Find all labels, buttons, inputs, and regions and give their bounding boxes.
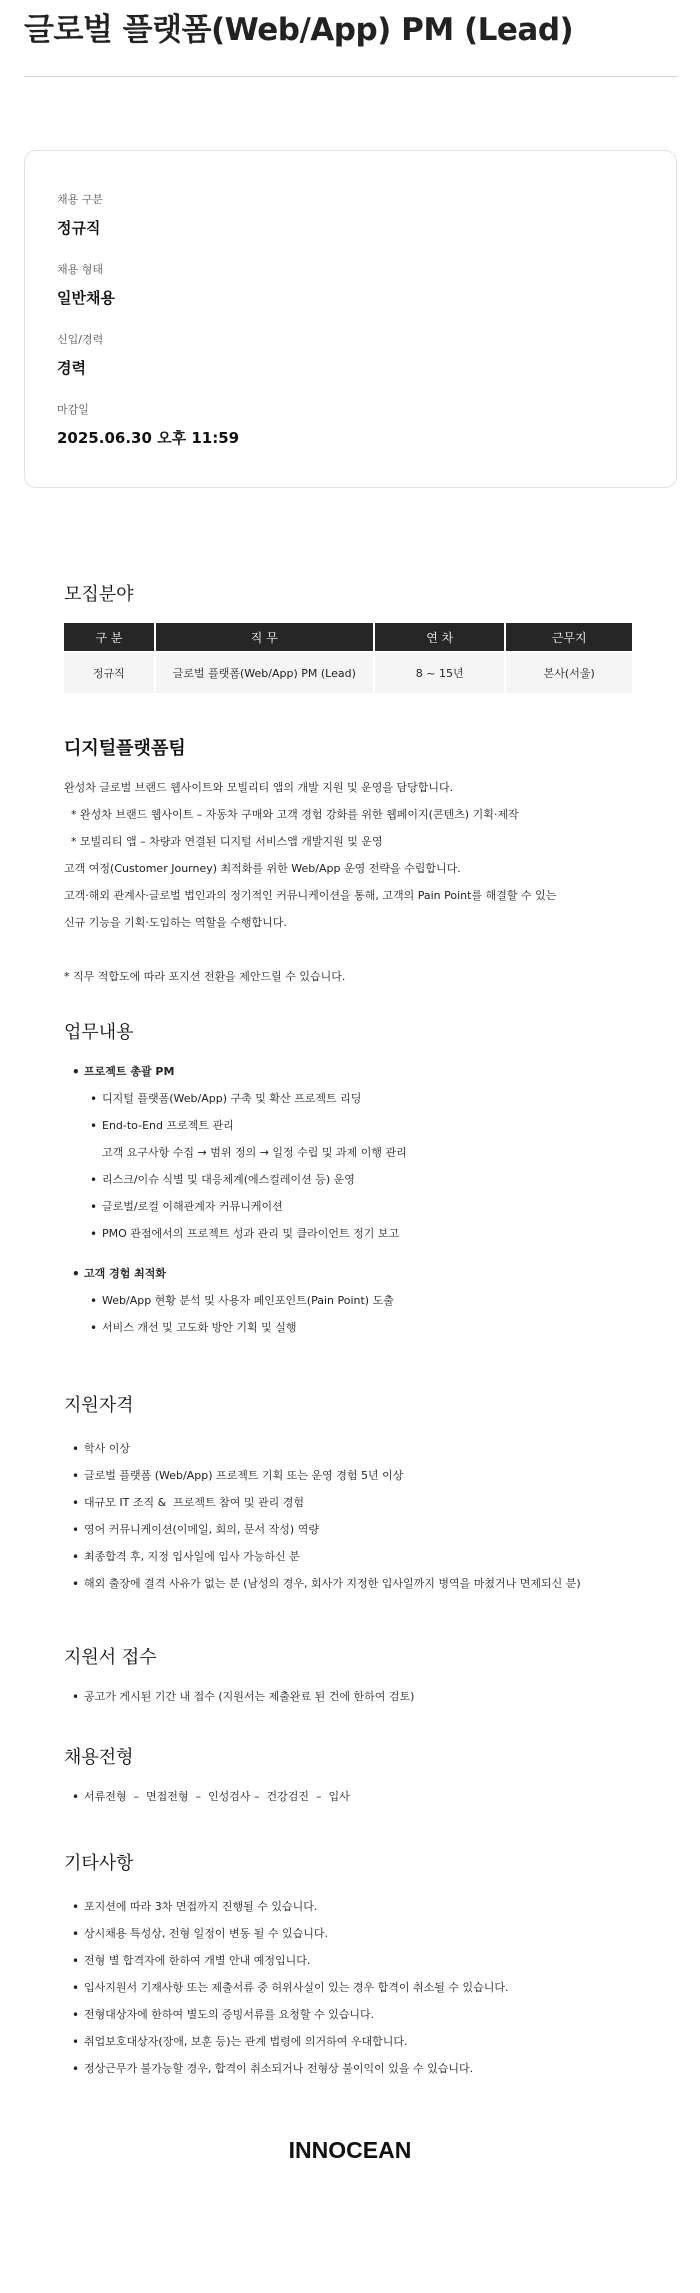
summary-value: 경력 <box>57 359 86 377</box>
section-title-team: 디지털플랫폼팀 <box>64 738 186 759</box>
table-cell: 정규직 <box>64 651 154 693</box>
table-row <box>64 651 632 693</box>
summary-value: 정규직 <box>57 219 101 237</box>
team-description-line: * 완성차 브랜드 웹사이트 – 자동차 구매와 고객 경험 강화를 위한 웹페이지(콘텐츠) 기획·제작 <box>64 808 519 821</box>
team-description-line: 고객 여정(Customer Journey) 최적화를 위한 Web/App 운영 전략을 수립합니다. <box>64 862 461 875</box>
list-item: • 고객 경험 최적화 <box>64 1265 664 1292</box>
list-item-continuation: 고객 요구사항 수집 → 범위 정의 → 일정 수립 및 과제 이행 관리 <box>102 1146 407 1159</box>
table-cell: 8 ~ 15년 <box>375 651 505 693</box>
summary-label: 신입/경력 <box>57 333 104 346</box>
list-item: • 최종합격 후, 지정 입사일에 입사 가능하신 분 <box>64 1548 664 1575</box>
list-item: • 취업보호대상자(장애, 보훈 등)는 관계 법령에 의거하여 우대합니다. <box>64 2033 664 2060</box>
team-description-line: * 모빌리티 앱 – 차량과 연결된 디지털 서비스앱 개발지원 및 운영 <box>64 835 383 848</box>
list-item: • 디지털 플랫폼(Web/App) 구축 및 확산 프로젝트 리딩 <box>64 1090 664 1117</box>
list-item: • 서류전형 – 면접전형 – 인성검사 – 건강검진 – 입사 <box>64 1788 664 1815</box>
section-title-etc: 기타사항 <box>64 1853 134 1874</box>
list-item: • 전형대상자에 한하여 별도의 증빙서류를 요청할 수 있습니다. <box>64 2006 664 2033</box>
list-item: • 리스크/이슈 식별 및 대응체계(에스컬레이션 등) 운영 <box>64 1171 664 1198</box>
summary-label: 채용 구분 <box>57 193 104 206</box>
career-level <box>57 331 103 378</box>
employment-category <box>57 191 103 238</box>
employment-type <box>57 261 115 308</box>
table-cell: 본사(서울) <box>506 651 632 693</box>
list-item: • PMO 관점에서의 프로젝트 성과 관리 및 클라이언트 정기 보고 <box>64 1225 664 1252</box>
team-description-line: 신규 기능을 기획·도입하는 역할을 수행합니다. <box>64 916 287 929</box>
company-logo: INNOCEAN <box>288 2137 412 2163</box>
list-gap <box>64 1252 664 1265</box>
summary-value: 2025.06.30 오후 11:59 <box>57 429 240 447</box>
job-summary-card <box>24 150 677 488</box>
table-cell: 글로벌 플랫폼(Web/App) PM (Lead) <box>156 651 373 693</box>
list-item: • 글로벌 플랫폼 (Web/App) 프로젝트 기획 또는 운영 경험 5년 이상 <box>64 1467 664 1494</box>
page-title: 글로벌 플랫폼(Web/App) PM (Lead) <box>24 12 574 48</box>
list-item: • 대규모 IT 조직 & 프로젝트 참여 및 관리 경험 <box>64 1494 664 1521</box>
section-title-qualifications: 지원자격 <box>64 1395 134 1416</box>
application-list <box>64 1688 664 1715</box>
list-item: • 서비스 개선 및 고도화 방안 기획 및 실행 <box>64 1319 664 1346</box>
list-item: • 상시채용 특성상, 전형 일정이 변동 될 수 있습니다. <box>64 1925 664 1952</box>
section-title-duties: 업무내용 <box>64 1022 134 1043</box>
summary-label: 채용 형태 <box>57 263 104 276</box>
list-item: • 공고가 게시된 기간 내 접수 (지원서는 제출완료 된 건에 한하여 검토) <box>64 1688 664 1715</box>
list-item: • 글로벌/로컬 이해관계자 커뮤니케이션 <box>64 1198 664 1225</box>
list-item: • 정상근무가 불가능할 경우, 합격이 취소되거나 전형상 불이익이 있을 수 있습니다. <box>64 2060 664 2087</box>
list-item: • Web/App 현황 분석 및 사용자 페인포인트(Pain Point) 도출 <box>64 1292 664 1319</box>
table-header: 구 분 <box>64 623 154 651</box>
etc-list <box>64 1898 664 2087</box>
table-header: 직 무 <box>156 623 373 651</box>
list-item: • 전형 별 합격자에 한하여 개별 안내 예정입니다. <box>64 1952 664 1979</box>
qualifications-list <box>64 1440 664 1602</box>
table-header: 연 차 <box>375 623 505 651</box>
process-list <box>64 1788 664 1815</box>
table-header: 근무지 <box>506 623 632 651</box>
list-item: • 포지션에 따라 3차 면접까지 진행될 수 있습니다. <box>64 1898 664 1925</box>
table-header-row <box>64 623 632 651</box>
list-item: • 입사지원서 기재사항 또는 제출서류 중 허위사실이 있는 경우 합격이 취소될 수 있습니다. <box>64 1979 664 2006</box>
section-title-process: 채용전형 <box>64 1747 134 1768</box>
section-title-recruit: 모집분야 <box>64 584 134 605</box>
title-divider <box>24 76 677 77</box>
team-description-line: 고객·해외 관계사·글로벌 법인과의 정기적인 커뮤니케이션을 통해, 고객의 Pain Point를 해결할 수 있는 <box>64 889 557 902</box>
summary-value: 일반채용 <box>57 289 115 307</box>
list-item: • 프로젝트 총괄 PM <box>64 1063 664 1090</box>
summary-label: 마감일 <box>57 403 89 416</box>
list-item: • 영어 커뮤니케이션(이메일, 회의, 문서 작성) 역량 <box>64 1521 664 1548</box>
duties-list <box>64 1063 664 1346</box>
section-title-application: 지원서 접수 <box>64 1647 157 1668</box>
list-item: • 학사 이상 <box>64 1440 664 1467</box>
recruit-table <box>62 623 634 693</box>
list-item: • End-to-End 프로젝트 관리 <box>64 1117 664 1144</box>
team-description-line: 완성차 글로벌 브랜드 웹사이트와 모빌리티 앱의 개발 지원 및 운영을 담당합니다. <box>64 781 454 794</box>
deadline <box>57 401 239 448</box>
list-item: • 해외 출장에 결격 사유가 없는 분 (남성의 경우, 회사가 지정한 입사일까지 병역을 마쳤거나 면제되신 분) <box>64 1575 664 1602</box>
team-note: * 직무 적합도에 따라 포지션 전환을 제안드릴 수 있습니다. <box>64 970 346 983</box>
